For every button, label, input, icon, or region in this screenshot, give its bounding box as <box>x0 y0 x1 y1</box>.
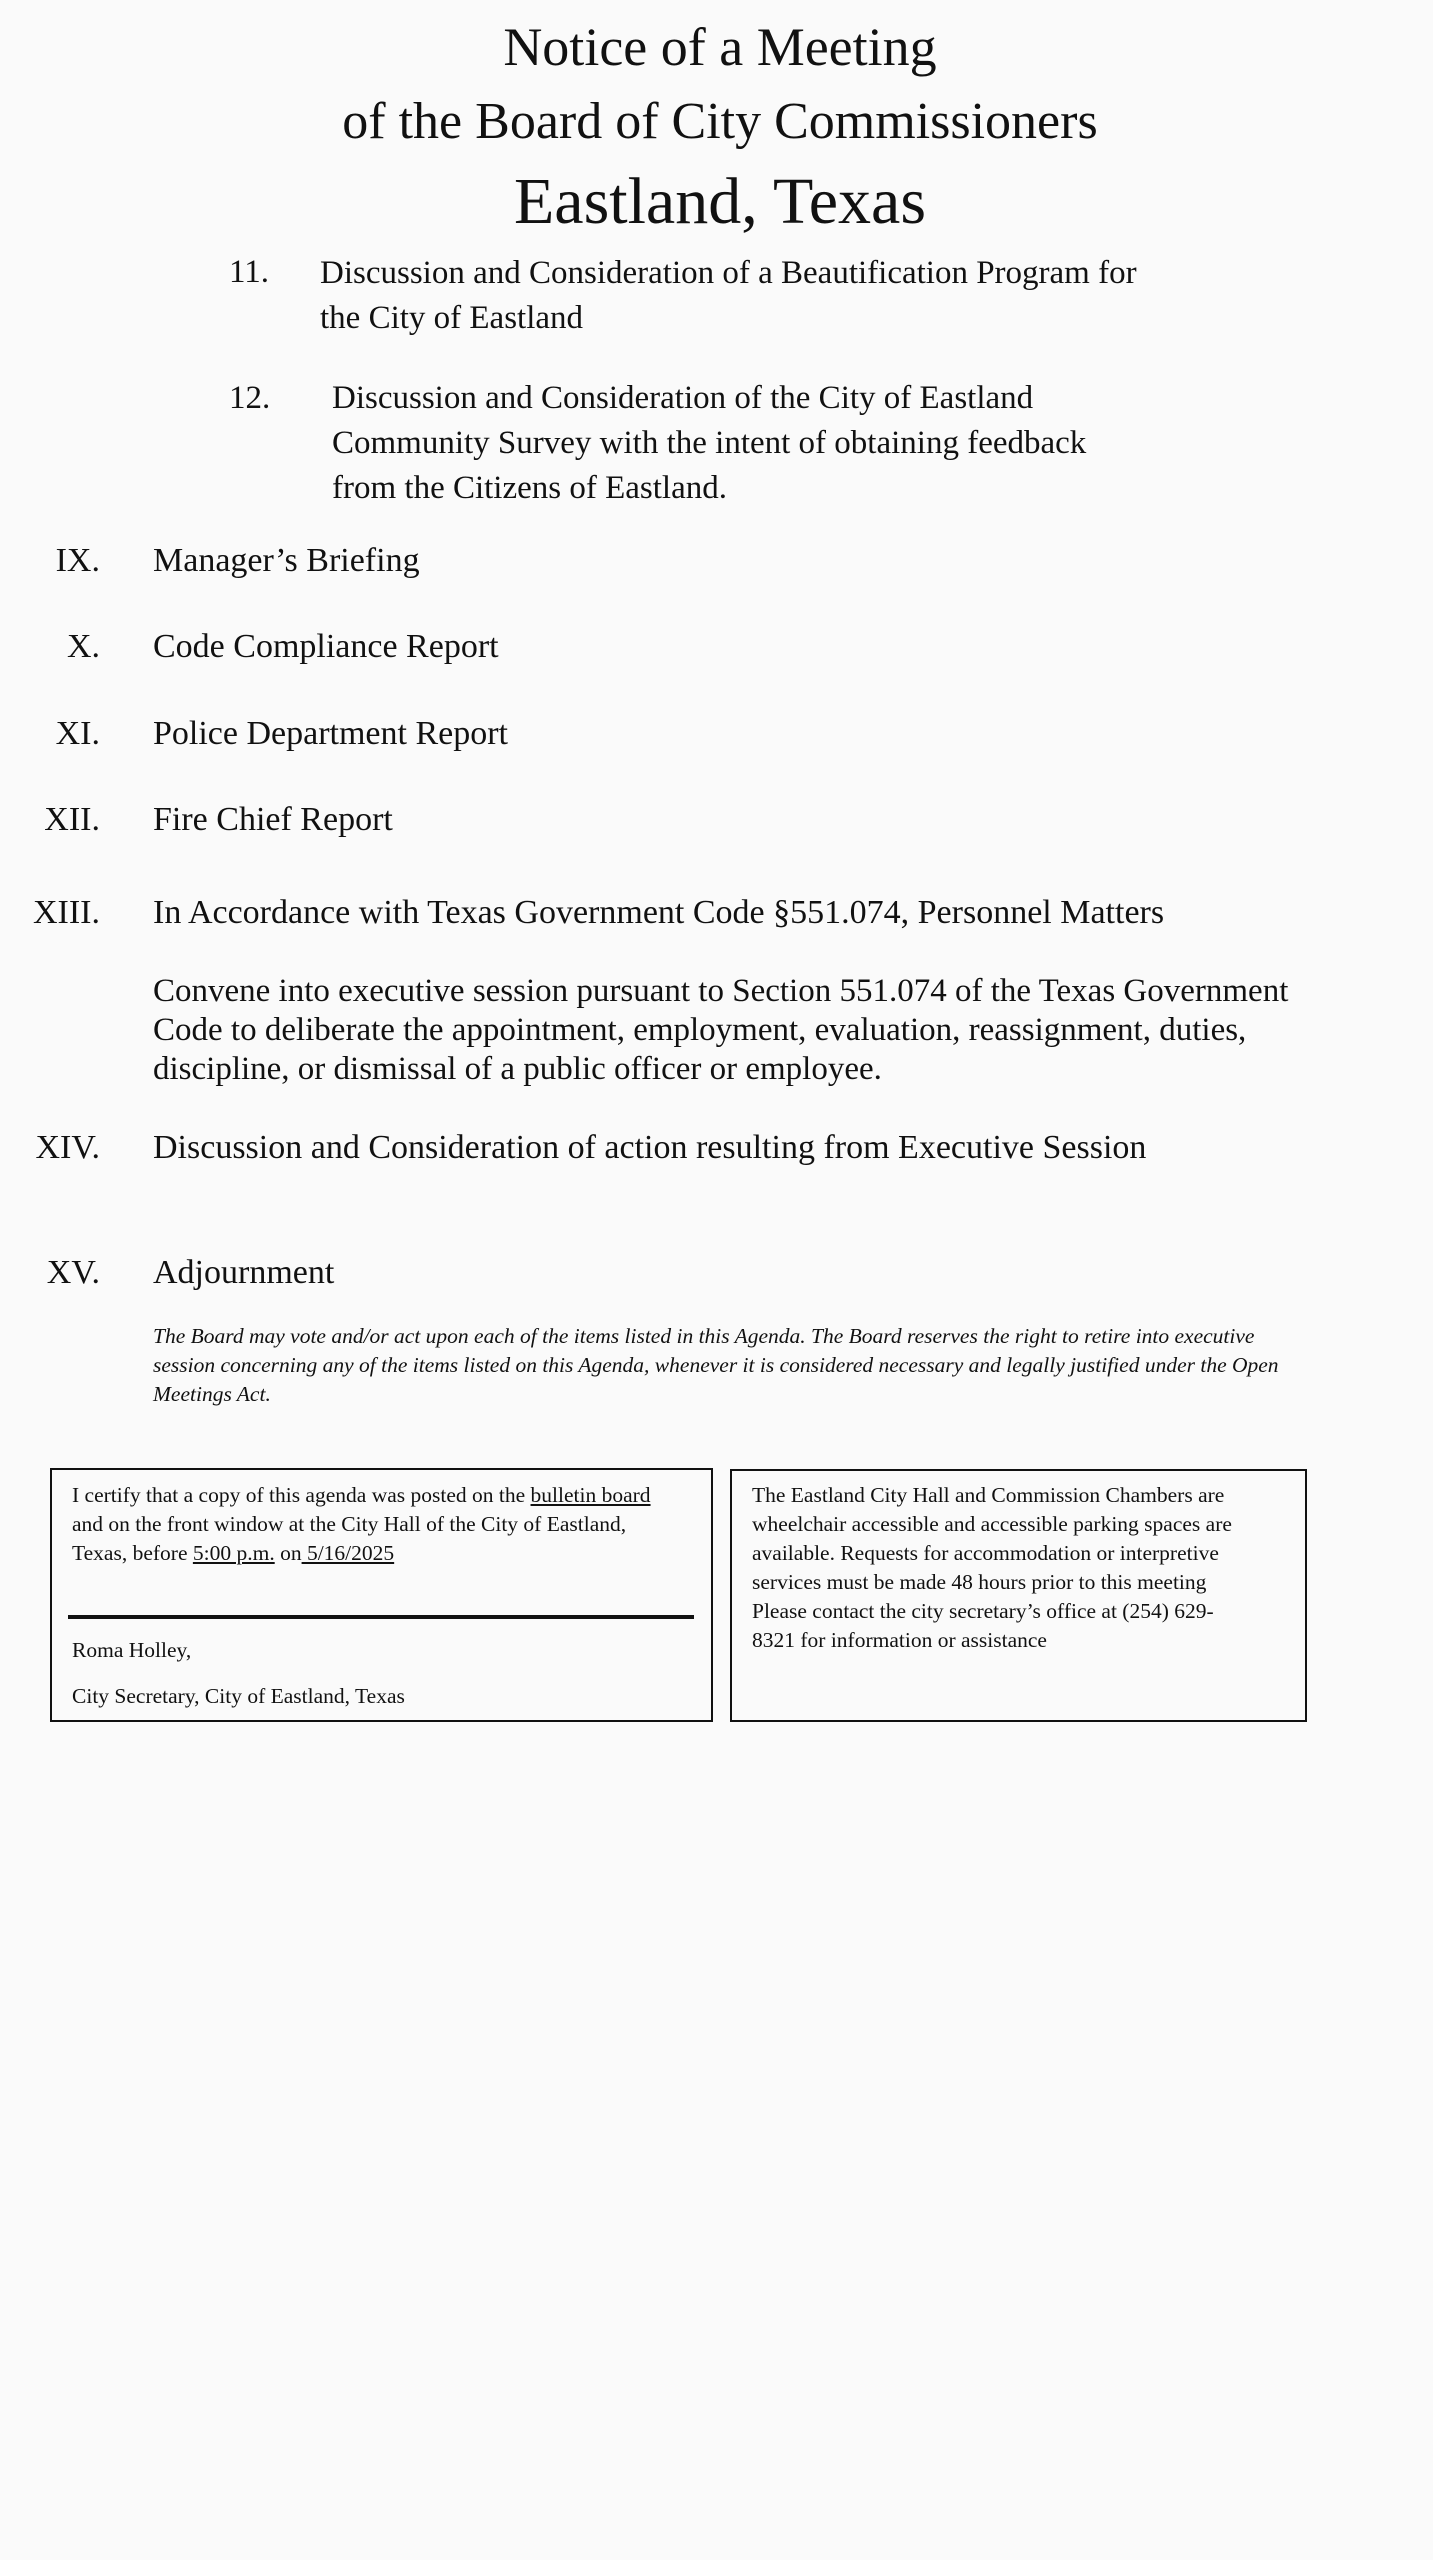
subitem-text-line: Discussion and Consideration of a Beautification Program for <box>320 255 1137 291</box>
disclaimer-line: session concerning any of the items listed on this Agenda, whenever it is considered necessary and legally justified under the Open <box>153 1353 1279 1377</box>
executive-session-text: Code to deliberate the appointment, employment, evaluation, reassignment, duties, <box>153 1012 1247 1048</box>
accessibility-line: available. Requests for accommodation or interpretive <box>752 1541 1219 1565</box>
agenda-numeral: XII. <box>44 801 100 838</box>
board-disclaimer <box>153 1322 1279 1409</box>
agenda-item-title: In Accordance with Texas Government Code §551.074, Personnel Matters <box>153 894 1165 931</box>
agenda-numeral: XIV. <box>35 1129 100 1166</box>
subitem-text-line: the City of Eastland <box>320 300 584 336</box>
notice-title: Notice of a Meeting <box>503 17 937 77</box>
agenda-item-title: Discussion and Consideration of action resulting from Executive Session <box>153 1129 1147 1166</box>
accessibility-line: 8321 for information or assistance <box>752 1628 1047 1652</box>
agenda-item-title: Manager’s Briefing <box>153 542 420 579</box>
subitem-text-line: from the Citizens of Eastland. <box>332 470 727 506</box>
board-title: of the Board of City Commissioners <box>342 93 1098 150</box>
signature-line <box>68 1615 694 1619</box>
accessibility-line: wheelchair accessible and accessible parking spaces are <box>752 1512 1232 1536</box>
disclaimer-line: The Board may vote and/or act upon each of the items listed in this Agenda. The Board reserves the right to retire into executive <box>153 1324 1255 1348</box>
agenda-numeral: XIII. <box>32 894 100 931</box>
subitem-number: 11. <box>229 254 270 290</box>
signer-title: City Secretary, City of Eastland, Texas <box>72 1684 405 1708</box>
accessibility-line: Please contact the city secretary’s office at (254) 629- <box>752 1599 1214 1623</box>
subitem-text-line: Discussion and Consideration of the City of Eastland <box>332 380 1034 416</box>
agenda-item-title: Adjournment <box>153 1254 335 1291</box>
accessibility-line: services must be made 48 hours prior to this meeting <box>752 1570 1207 1594</box>
posting-time: 5:00 p.m. <box>192 1541 275 1565</box>
disclaimer-line: Meetings Act. <box>153 1382 271 1406</box>
agenda-item-title: Fire Chief Report <box>153 801 393 838</box>
certification-line: I certify that a copy of this agenda was posted on the bulletin board <box>72 1483 651 1507</box>
signer-name: Roma Holley, <box>72 1638 192 1662</box>
executive-session-text: Convene into executive session pursuant to Section 551.074 of the Texas Government <box>153 973 1289 1009</box>
subitem-number: 12. <box>229 380 271 416</box>
subitem-text-line: Community Survey with the intent of obtaining feedback <box>332 425 1087 461</box>
agenda-numeral: XV. <box>46 1254 100 1291</box>
agenda-item-title: Code Compliance Report <box>153 628 499 665</box>
accessibility-line: The Eastland City Hall and Commission Chambers are <box>752 1483 1225 1507</box>
city-title: Eastland, Texas <box>513 165 927 238</box>
certification-line: and on the front window at the City Hall of the City of Eastland, <box>72 1512 627 1536</box>
agenda-numeral: X. <box>66 628 100 665</box>
agenda-numeral: IX. <box>55 542 100 579</box>
executive-session-text: discipline, or dismissal of a public officer or employee. <box>153 1051 882 1087</box>
agenda-numeral: XI. <box>55 715 100 752</box>
posting-date: 5/16/2025 <box>301 1541 395 1565</box>
bulletin-board-text: bulletin board <box>530 1483 651 1507</box>
certification-line: Texas, before 5:00 p.m. on 5/16/2025 <box>72 1541 395 1565</box>
agenda-item-title: Police Department Report <box>153 715 509 752</box>
